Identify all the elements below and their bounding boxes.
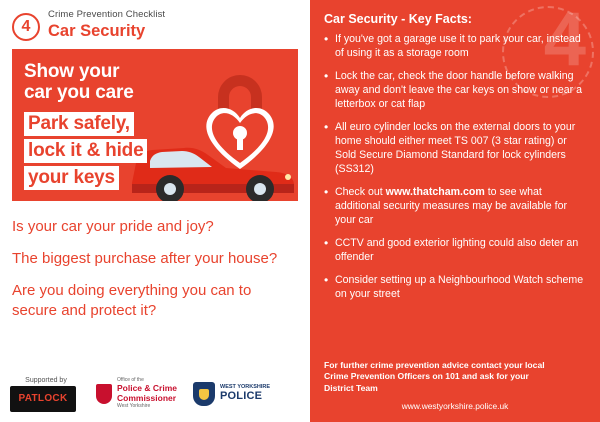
pcc-line-4: West Yorkshire bbox=[117, 402, 151, 409]
fact-item: • All euro cylinder locks on the external doors to your home should either meet TS 007 (3 star rating) or Sold Secure Diamond Standard for lock cylinders (SS312) bbox=[324, 121, 586, 177]
supported-by-label: Supported by bbox=[25, 376, 67, 384]
fact-item: • Check out www.thatcham.com to see what additional security measures may be available for your car bbox=[324, 186, 586, 228]
key-facts-list bbox=[324, 33, 586, 302]
key-facts-title: Car Security - Key Facts: bbox=[324, 12, 472, 26]
question-2: The biggest purchase after your house? bbox=[12, 250, 278, 268]
question-3: Are you doing everything you can to secure and protect it? bbox=[12, 282, 252, 319]
ghost-number: 4 bbox=[543, 0, 586, 82]
fact-item: • Consider setting up a Neighbourhood Watch scheme on your street bbox=[324, 274, 586, 302]
supported-by-block bbox=[10, 377, 82, 412]
website-url[interactable]: www.westyorkshire.police.uk bbox=[401, 400, 509, 411]
pcc-line-3: Commissioner bbox=[117, 393, 177, 403]
wyp-line-1: WEST YORKSHIRE bbox=[220, 384, 271, 391]
police-crime-commissioner-logo bbox=[96, 378, 177, 409]
contact-line-3: District Team bbox=[324, 383, 378, 394]
page-title: Car Security bbox=[48, 22, 146, 41]
patlock-logo bbox=[10, 386, 76, 412]
police-crest-icon bbox=[193, 382, 215, 406]
hero-line-3: Park safely, bbox=[24, 112, 134, 136]
contact-footer bbox=[324, 360, 586, 412]
hero-line-5: your keys bbox=[24, 166, 119, 190]
fact-item: • CCTV and good exterior lighting could also deter an offender bbox=[324, 237, 586, 265]
question-1: Is your car your pride and joy? bbox=[12, 218, 214, 235]
wyp-line-2: POLICE bbox=[220, 390, 263, 403]
partner-logos bbox=[0, 366, 310, 422]
hero-banner bbox=[12, 49, 298, 201]
patlock-logo-text: PATLOCK bbox=[18, 393, 68, 404]
fact-item: • Lock the car, check the door handle before walking away and don't leave the car keys on show or near a letterbox or cat flap bbox=[324, 70, 586, 112]
checklist-header bbox=[12, 10, 298, 41]
hero-line-4: lock it & hide bbox=[24, 139, 147, 163]
pcc-line-1: Office of the bbox=[117, 377, 144, 384]
hero-line-2: car you care bbox=[24, 82, 134, 104]
hero-line-1: Show your bbox=[24, 61, 120, 82]
checklist-kicker: Crime Prevention Checklist bbox=[48, 9, 166, 20]
contact-line-1: For further crime prevention advice contact your local bbox=[324, 359, 545, 370]
questions-list bbox=[12, 217, 298, 320]
west-yorkshire-police-logo bbox=[193, 382, 270, 406]
pcc-shield-icon bbox=[96, 384, 112, 404]
right-panel bbox=[310, 0, 600, 422]
pcc-line-2: Police & Crime bbox=[117, 383, 177, 394]
checklist-number-badge: 4 bbox=[12, 13, 40, 41]
hero-headline bbox=[24, 61, 288, 190]
contact-line-2: Crime Prevention Officers on 101 and ask for your bbox=[324, 371, 529, 382]
fact-item: • If you've got a garage use it to park your car, instead of using it as a storage room bbox=[324, 33, 586, 61]
